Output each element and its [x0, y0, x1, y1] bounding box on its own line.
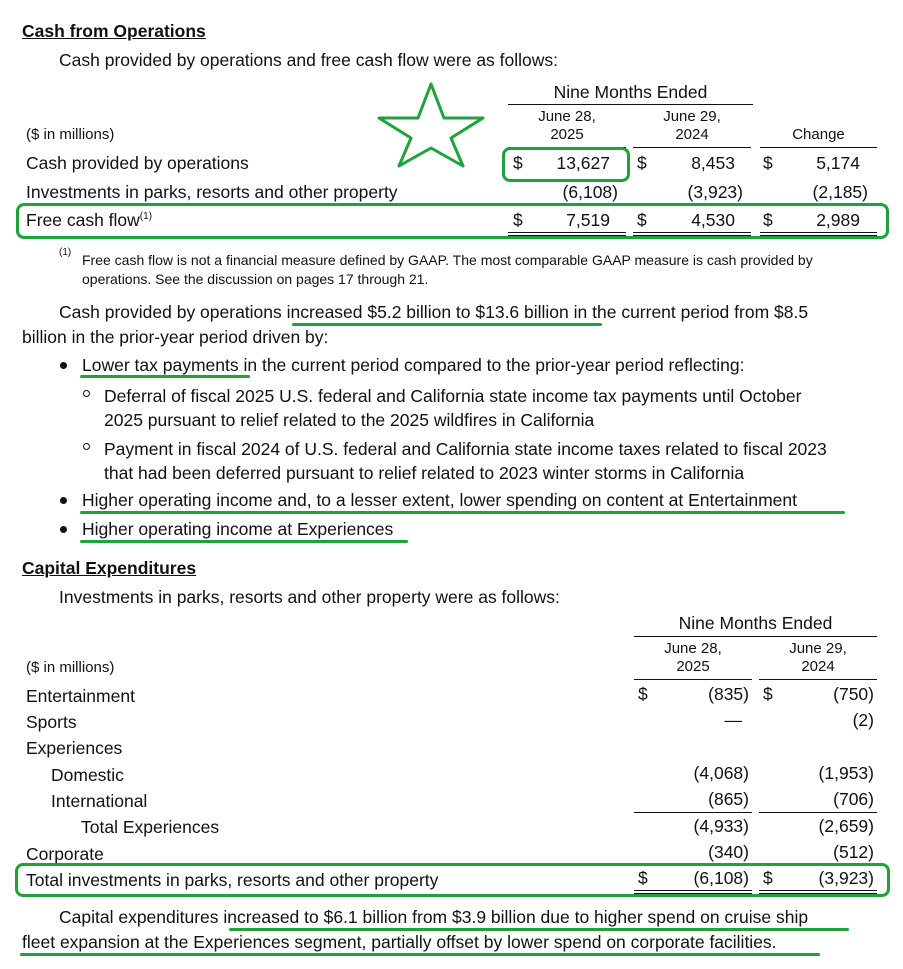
closing-paragraph-line-2: fleet expansion at the Experiences segment, partially offset by lower spend on corporate facilities. — [22, 932, 777, 952]
bullet-item-tax: Lower tax payments in the current period compared to the prior-year period reflecting: — [82, 355, 745, 375]
highlight-underline — [80, 511, 845, 514]
table-cell: (4,068) — [693, 763, 749, 783]
currency-sign: $ — [763, 684, 773, 704]
narrative-paragraph-line-1: Cash provided by operations increased $5.2 billion to $13.6 billion in the current period from $8.5 — [59, 302, 809, 322]
star-outline-icon — [375, 80, 487, 170]
table-row-label: Domestic — [51, 765, 124, 785]
cash-ops-col3-header: Change — [792, 126, 845, 143]
table-row-label: Corporate — [26, 844, 104, 864]
table-cell: 4,530 — [691, 210, 735, 230]
cash-ops-intro: Cash provided by operations and free cash flow were as follows: — [59, 50, 559, 70]
cash-ops-col1-header: June 28, 2025 — [538, 108, 596, 143]
group-header-rule — [508, 104, 753, 105]
currency-sign: $ — [763, 210, 773, 230]
footnote-line-2: operations. See the discussion on pages 17 through 21. — [82, 271, 429, 287]
cash-ops-col2-header: June 29, 2024 — [663, 108, 721, 143]
table-cell: (4,933) — [693, 816, 749, 836]
table-row-label: International — [51, 791, 148, 811]
col3-header-rule — [760, 147, 877, 148]
table-row-label: Investments in parks, resorts and other property — [26, 182, 398, 202]
cash-ops-group-header: Nine Months Ended — [553, 82, 708, 102]
capex-units: ($ in millions) — [26, 659, 115, 676]
capex-heading: Capital Expenditures — [22, 558, 197, 578]
subtotal-rule — [759, 812, 877, 813]
highlight-box-cash-ops — [502, 147, 630, 182]
table-cell: (2) — [852, 710, 874, 730]
table-cell: (3,923) — [687, 182, 743, 202]
table-cell: (2,185) — [812, 182, 868, 202]
col2-header-rule — [633, 147, 751, 148]
highlight-underline — [80, 375, 250, 378]
table-cell: 13,627 — [556, 153, 610, 173]
currency-sign: $ — [638, 684, 648, 704]
sub-bullet-icon — [83, 390, 90, 397]
narrative-paragraph-line-2: billion in the prior-year period driven by: — [22, 327, 329, 347]
cash-ops-heading: Cash from Operations — [22, 21, 206, 41]
bullet-icon — [60, 497, 67, 504]
highlight-underline — [292, 323, 602, 326]
cash-ops-units: ($ in millions) — [26, 126, 115, 143]
closing-paragraph-line-1: Capital expenditures increased to $6.1 billion from $3.9 billion due to higher spend on cruise ship — [59, 907, 809, 927]
table-cell: (512) — [833, 842, 874, 862]
table-cell: 8,453 — [691, 153, 735, 173]
currency-sign: $ — [513, 210, 523, 230]
capex-col1-header: June 28, 2025 — [664, 640, 722, 675]
subtotal-rule — [634, 812, 752, 813]
table-row-label: Total investments in parks, resorts and other property — [26, 870, 439, 890]
table-row-label: Entertainment — [26, 686, 135, 706]
col2-header-rule — [759, 679, 877, 680]
table-row-label: Cash provided by operations — [26, 153, 249, 173]
table-cell: (2,659) — [818, 816, 874, 836]
col1-header-rule — [634, 679, 752, 680]
footnote-mark: (1) — [59, 247, 72, 258]
currency-sign: $ — [637, 153, 647, 173]
table-row-label: Sports — [26, 712, 77, 732]
table-cell: (1,953) — [818, 763, 874, 783]
currency-sign: $ — [638, 868, 648, 888]
table-cell: (750) — [833, 684, 874, 704]
currency-sign: $ — [763, 153, 773, 173]
highlight-box-total-investments — [15, 863, 890, 897]
table-cell: (6,108) — [693, 868, 749, 888]
table-cell: (6,108) — [562, 182, 618, 202]
table-cell: (340) — [708, 842, 749, 862]
capex-group-header: Nine Months Ended — [678, 613, 833, 633]
bullet-icon — [60, 362, 67, 369]
currency-sign: $ — [763, 868, 773, 888]
table-row-label: Experiences — [26, 738, 123, 758]
bullet-item-entertainment: Higher operating income and, to a lesser extent, lower spending on content at Entertainment — [82, 490, 798, 510]
highlight-underline — [80, 540, 408, 543]
table-cell: 5,174 — [816, 153, 860, 173]
table-row-label: Total Experiences — [81, 817, 220, 837]
table-cell: 2,989 — [816, 210, 860, 230]
table-row-label: Free cash flow$^{(1)}$ — [26, 210, 153, 230]
bullet-item-experiences: Higher operating income at Experiences — [82, 519, 394, 539]
table-cell: (835) — [708, 684, 749, 704]
table-cell: (3,923) — [818, 868, 874, 888]
sub-bullet-item-payment: Payment in fiscal 2024 of U.S. federal and California state income taxes related to fiscal 2023 that had been deferred pursuant to relief related to 2023 winter storms in California — [104, 439, 827, 483]
bullet-icon — [60, 526, 67, 533]
highlight-underline — [20, 953, 820, 956]
currency-sign: $ — [637, 210, 647, 230]
currency-sign: $ — [513, 153, 523, 173]
highlight-underline — [229, 928, 849, 931]
table-cell: (706) — [833, 789, 874, 809]
table-cell: — — [724, 710, 742, 730]
group-header-rule — [634, 636, 877, 637]
sub-bullet-icon — [83, 443, 90, 450]
capex-col2-header: June 29, 2024 — [789, 640, 847, 675]
highlight-box-free-cash-flow — [16, 203, 889, 239]
capex-intro: Investments in parks, resorts and other property were as follows: — [59, 587, 560, 607]
footnote-line-1: Free cash flow is not a financial measure defined by GAAP. The most comparable GAAP measure is cash provided by — [82, 252, 813, 268]
table-cell: 7,519 — [566, 210, 610, 230]
sub-bullet-item-deferral: Deferral of fiscal 2025 U.S. federal and California state income tax payments until October 2025 pursuant to relief related to the 2025 wildfires in California — [104, 386, 802, 430]
table-cell: (865) — [708, 789, 749, 809]
